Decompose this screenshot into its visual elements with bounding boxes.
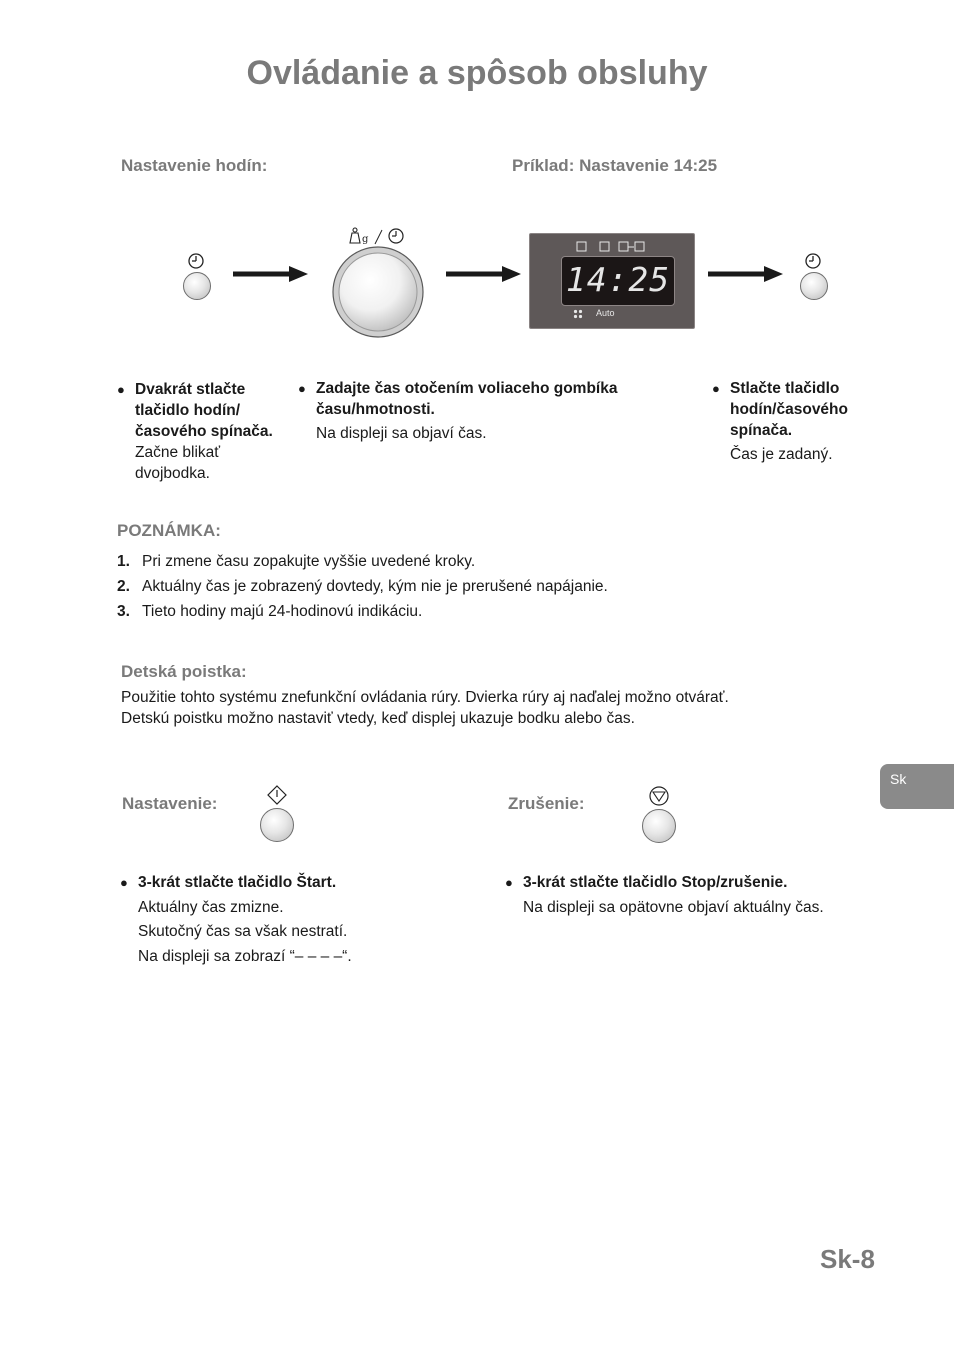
note-item-text: Pri zmene času zopakujte vyššie uvedené kroky. — [142, 553, 476, 570]
bullet: ● — [117, 382, 125, 397]
time-weight-dial[interactable] — [331, 246, 427, 342]
display-screen — [561, 256, 675, 306]
bullet: ● — [120, 875, 128, 890]
child-lock-heading: Detská poistka: — [121, 662, 247, 681]
cancel-label: Zrušenie: — [508, 794, 585, 813]
child-lock-line-2: Detskú poistku možno nastaviť vtedy, keď displej ukazuje bodku alebo čas. — [121, 710, 635, 727]
note-heading: POZNÁMKA: — [117, 521, 221, 540]
arrow-right-icon — [446, 264, 522, 284]
set-instructions — [120, 871, 450, 969]
note-item-text: Aktuálny čas je zobrazený dovtedy, kým nie je prerušené napájanie. — [142, 578, 608, 595]
set-instruction-line: Aktuálny čas zmizne. — [138, 898, 284, 916]
clock-step-1 — [117, 379, 287, 484]
display-time: 14:25 — [565, 260, 671, 299]
arrow-right-icon — [708, 264, 784, 284]
auto-program-icon — [573, 309, 583, 319]
bullet: ● — [505, 875, 513, 890]
bullet: ● — [712, 381, 720, 396]
stop-icon — [648, 785, 670, 807]
display-auto-label: Auto — [596, 308, 615, 318]
clock-step-2-text: Na displeji sa objaví čas. — [316, 425, 487, 442]
start-button[interactable] — [260, 808, 294, 842]
set-instruction-line: Na displeji sa zobrazí “– – – –“. — [138, 947, 352, 965]
example-heading: Príklad: Nastavenie 14:25 — [512, 156, 718, 175]
start-icon — [266, 784, 288, 806]
svg-text:g: g — [362, 234, 369, 245]
set-instruction-line: Skutočný čas sa však nestratí. — [138, 923, 348, 940]
set-instruction-bold: 3-krát stlačte tlačidlo Štart. — [138, 874, 337, 891]
bullet: ● — [298, 381, 306, 396]
note-item — [117, 599, 608, 624]
note-item-number: 1. — [117, 553, 130, 570]
child-lock-description — [121, 687, 841, 729]
weight-time-icon — [346, 225, 406, 247]
language-tab — [880, 764, 954, 809]
cancel-instruction-line: Na displeji sa opätovne objaví aktuálny čas. — [523, 898, 824, 916]
language-tab-label: Sk — [890, 771, 907, 787]
clock-step-3 — [712, 378, 872, 465]
cancel-instruction-bold: 3-krát stlačte tlačidlo Stop/zrušenie. — [523, 874, 788, 891]
page-title: Ovládanie a spôsob obsluhy — [246, 54, 708, 92]
clock-step-1-bold: Dvakrát stlačte tlačidlo hodín/časového spínača. — [135, 381, 273, 440]
arrow-right-icon — [233, 264, 309, 284]
clock-step-3-bold: Stlačte tlačidlo hodín/časového spínača. — [730, 380, 848, 439]
note-item-number: 2. — [117, 578, 130, 595]
note-item-text: Tieto hodiny majú 24-hodinovú indikáciu. — [142, 603, 423, 620]
clock-step-2-bold: Zadajte čas otočením voliaceho gombíka času/hmotnosti. — [316, 380, 618, 418]
note-item-number: 3. — [117, 603, 130, 620]
oven-display — [529, 233, 695, 329]
clock-step-3-text: Čas je zadaný. — [730, 446, 833, 463]
mode-indicator-icons — [576, 241, 648, 253]
child-lock-line-1: Použitie tohto systému znefunkční ovládania rúry. Dvierka rúry aj naďalej možno otvárať. — [121, 689, 729, 706]
clock-timer-button[interactable] — [800, 272, 828, 300]
clock-step-1-text: Začne blikať dvojbodka. — [135, 444, 221, 482]
clock-icon — [803, 251, 823, 271]
clock-timer-button[interactable] — [183, 272, 211, 300]
note-item — [117, 574, 608, 599]
cancel-instructions — [505, 871, 905, 920]
clock-icon — [186, 251, 206, 271]
page-number: Sk-8 — [820, 1244, 875, 1274]
stop-cancel-button[interactable] — [642, 809, 676, 843]
set-label: Nastavenie: — [122, 794, 218, 813]
clock-heading: Nastavenie hodín: — [121, 156, 268, 175]
clock-step-2 — [298, 378, 678, 444]
note-list — [117, 549, 608, 624]
note-item — [117, 549, 608, 574]
